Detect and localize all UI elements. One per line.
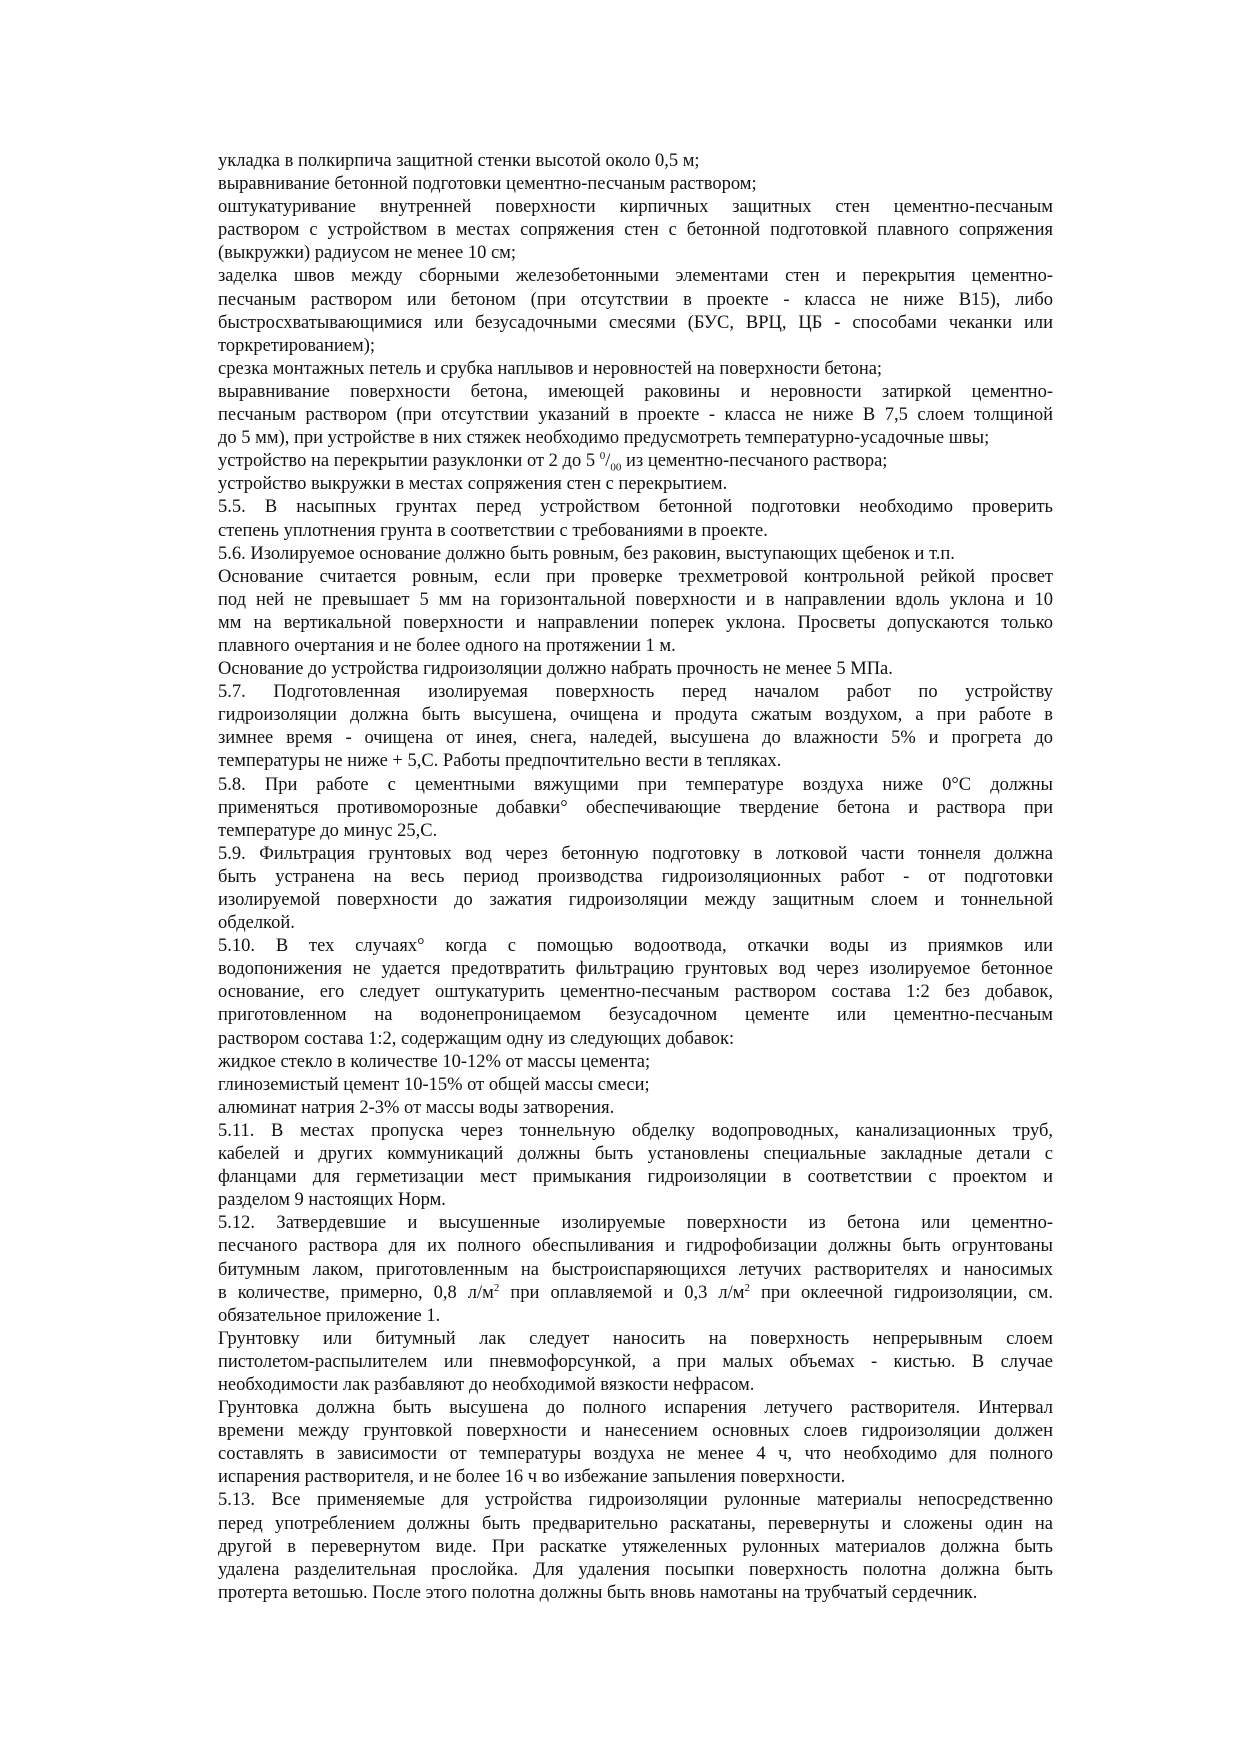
text-line: изолируемой поверхности до зажатия гидроизоляции между защитным слоем и тоннельной bbox=[218, 890, 1053, 910]
text-line: глиноземистый цемент 10-15% от общей массы смеси; bbox=[218, 1074, 650, 1095]
superscript: 2 bbox=[493, 1281, 500, 1294]
paragraph bbox=[187, 196, 1053, 265]
text-line: применяться противоморозные добавки° обеспечивающие твердение бетона и раствора при bbox=[218, 797, 1053, 818]
text-line: протерта ветошью. После этого полотна должны быть вновь намотаны на трубчатый сердечник. bbox=[218, 1582, 978, 1603]
paragraph bbox=[187, 566, 1053, 658]
paragraph bbox=[187, 843, 1053, 935]
paragraph bbox=[187, 358, 1053, 381]
text-line: заделка швов между сборными железобетонными элементами стен и перекрытия цементно- bbox=[218, 266, 1053, 287]
text-line: плавного очертания и не более одного на протяжении 1 м. bbox=[218, 635, 676, 656]
text-line: Грунтовку или битумный лак следует наносить на поверхность непрерывным слоем bbox=[218, 1328, 1053, 1349]
text-line: фланцами для герметизации мест примыкания гидроизоляции в соответствии с проектом и bbox=[218, 1167, 1053, 1188]
text-line: степень уплотнения грунта в соответствии с требованиями в проекте. bbox=[218, 520, 768, 541]
paragraph bbox=[187, 473, 1053, 496]
text-line: быстросхватывающимися или безусадочными смесями (БУС, ВРЦ, ЦБ - способами чеканки или bbox=[218, 312, 1053, 333]
text-line bbox=[187, 1282, 1053, 1305]
subscript: 00 bbox=[610, 461, 622, 474]
text-fragment: из цементно-песчаного раствора; bbox=[621, 451, 888, 472]
paragraph bbox=[187, 935, 1053, 1050]
text-line: оштукатуривание внутренней поверхности кирпичных защитных стен цементно-песчаным bbox=[218, 197, 1053, 218]
text-line: (выкружки) радиусом не менее 10 см; bbox=[218, 243, 517, 264]
text-line bbox=[187, 450, 1053, 473]
text-fragment: устройство на перекрытии разуклонки от 2 до 5 bbox=[218, 451, 600, 472]
text-line: битумным лаком, приготовленным на быстроиспаряющихся летучих растворителях и наносимых bbox=[218, 1259, 1053, 1280]
text-line: 5.10. В тех случаях° когда с помощью водоотвода, откачки воды из приямков или bbox=[218, 936, 1053, 957]
paragraph bbox=[187, 1328, 1053, 1397]
text-line: времени между грунтовкой поверхности и нанесением основных слоев гидроизоляции должен bbox=[218, 1421, 1053, 1442]
text-line: приготовленном на водонепроницаемом безусадочном цементе или цементно-песчаным bbox=[218, 1005, 1053, 1026]
text-line: раствором состава 1:2, содержащим одну из следующих добавок: bbox=[218, 1028, 735, 1049]
text-line: раствором с устройством в местах сопряжения стен с бетонной подготовкой плавного сопряжения bbox=[218, 220, 1053, 241]
text-line: разделом 9 настоящих Норм. bbox=[218, 1190, 446, 1211]
paragraph bbox=[187, 1097, 1053, 1120]
paragraph bbox=[187, 1120, 1053, 1212]
text-line: выравнивание бетонной подготовки цементно-песчаным раствором; bbox=[218, 174, 757, 195]
superscript: 0 bbox=[599, 450, 606, 463]
text-line: песчаным раствором (при отсутствии указаний в проекте - класса не ниже В 7,5 слоем толщиной bbox=[218, 405, 1053, 426]
text-line: пистолетом-распылителем или пневмофорсункой, а при малых объемах - кистью. В случае bbox=[218, 1351, 1053, 1372]
text-line: Основание до устройства гидроизоляции должно набрать прочность не менее 5 МПа. bbox=[218, 659, 893, 680]
text-line: испарения растворителя, и не более 16 ч во избежание запыления поверхности. bbox=[218, 1467, 846, 1488]
text-line: необходимости лак разбавляют до необходимой вязкости нефрасом. bbox=[218, 1374, 755, 1395]
text-line: зимнее время - очищена от инея, снега, наледей, высушена до влажности 5% и прогрета до bbox=[218, 728, 1053, 749]
paragraph bbox=[187, 496, 1053, 542]
paragraph bbox=[187, 681, 1053, 773]
text-line: укладка в полкирпича защитной стенки высотой около 0,5 м; bbox=[218, 151, 700, 171]
paragraph bbox=[187, 543, 1053, 566]
text-line: 5.8. При работе с цементными вяжущими при температуре воздуха ниже 0°С должны bbox=[218, 774, 1053, 795]
paragraph bbox=[187, 150, 1053, 173]
text-line: температуре до минус 25,С. bbox=[218, 820, 438, 841]
text-line: песчаного раствора для их полного обеспыливания и гидрофобизации должны быть огрунтованы bbox=[218, 1236, 1053, 1257]
paragraph bbox=[187, 1397, 1053, 1489]
text-line: жидкое стекло в количестве 10-12% от массы цемента; bbox=[218, 1051, 651, 1072]
text-line: алюминат натрия 2-3% от массы воды затворения. bbox=[218, 1097, 615, 1118]
text-fragment: в количестве, примерно, 0,8 л/м bbox=[218, 1282, 494, 1303]
text-line: кабелей и других коммуникаций должны быть установлены специальные закладные детали с bbox=[218, 1144, 1053, 1165]
text-line: температуры не ниже + 5,С. Работы предпочтительно вести в тепляках. bbox=[218, 751, 782, 772]
text-line: 5.7. Подготовленная изолируемая поверхность перед началом работ по устройству bbox=[218, 682, 1053, 703]
text-line: 5.6. Изолируемое основание должно быть ровным, без раковин, выступающих щебенок и т.п. bbox=[218, 543, 955, 564]
text-line: под ней не превышает 5 мм на горизонтальной поверхности и в направлении вдоль уклона и 10 bbox=[218, 589, 1053, 610]
text-line: обязательное приложение 1. bbox=[218, 1305, 441, 1326]
document-page bbox=[187, 150, 1053, 1605]
paragraph bbox=[187, 774, 1053, 843]
text-line: срезка монтажных петель и срубка наплывов и неровностей на поверхности бетона; bbox=[218, 358, 883, 379]
paragraph bbox=[187, 381, 1053, 450]
text-line: другой в перевернутом виде. При раскатке утяжеленных рулонных материалов должна быть bbox=[218, 1536, 1053, 1557]
paragraph bbox=[187, 450, 1053, 473]
text-line: 5.5. В насыпных грунтах перед устройством бетонной подготовки необходимо проверить bbox=[218, 497, 1053, 518]
text-line: мм на вертикальной поверхности и направлении поперек уклона. Просветы допускаются только bbox=[218, 612, 1053, 633]
text-fragment: / bbox=[605, 451, 611, 472]
paragraph bbox=[187, 658, 1053, 681]
text-line: составлять в зависимости от температуры воздуха не менее 4 ч, что необходимо для полного bbox=[218, 1444, 1053, 1465]
text-line: быть устранена на весь период производства гидроизоляционных работ - от подготовки bbox=[218, 866, 1053, 887]
text-line: песчаным раствором или бетоном (при отсутствии в проекте - класса не ниже В15), либо bbox=[218, 289, 1053, 310]
text-line: выравнивание поверхности бетона, имеющей раковины и неровности затиркой цементно- bbox=[218, 381, 1053, 402]
superscript: 2 bbox=[744, 1281, 750, 1294]
paragraph bbox=[187, 1212, 1053, 1327]
text-line: обделкой. bbox=[218, 913, 295, 934]
text-line: удалена разделительная прослойка. Для удаления посыпки поверхность полотна должна быть bbox=[218, 1559, 1053, 1580]
text-line: Грунтовка должна быть высушена до полного испарения летучего растворителя. Интервал bbox=[218, 1398, 1053, 1419]
text-line: 5.13. Все применяемые для устройства гидроизоляции рулонные материалы непосредственно bbox=[218, 1490, 1053, 1511]
paragraph bbox=[187, 1051, 1053, 1074]
text-line: 5.9. Фильтрация грунтовых вод через бетонную подготовку в лотковой части тоннеля должна bbox=[218, 843, 1053, 864]
text-line: до 5 мм), при устройстве в них стяжек необходимо предусмотреть температурно-усадочные швы; bbox=[218, 428, 990, 449]
text-line: торкретированием); bbox=[218, 335, 375, 356]
text-line: основание, его следует оштукатурить цементно-песчаным раствором состава 1:2 без добавок, bbox=[218, 982, 1053, 1003]
text-line: гидроизоляции должна быть высушена, очищена и продута сжатым воздухом, а при работе в bbox=[218, 705, 1053, 726]
paragraph bbox=[187, 1074, 1053, 1097]
text-fragment: при оклеечной гидроизоляции, см. bbox=[749, 1282, 1053, 1303]
paragraph bbox=[187, 173, 1053, 196]
text-line: водопонижения не удается предотвратить фильтрацию грунтовых вод через изолируемое бетонное bbox=[218, 959, 1053, 980]
text-line: устройство выкружки в местах сопряжения стен с перекрытием. bbox=[218, 474, 728, 495]
text-line: Основание считается ровным, если при проверке трехметровой контрольной рейкой просвет bbox=[218, 566, 1053, 587]
text-line: перед употреблением должны быть предварительно раскатаны, перевернуты и сложены один на bbox=[218, 1513, 1053, 1534]
text-line: 5.12. Затвердевшие и высушенные изолируемые поверхности из бетона или цементно- bbox=[218, 1213, 1053, 1234]
text-fragment: при оплавляемой и 0,3 л/м bbox=[499, 1282, 745, 1303]
text-line: 5.11. В местах пропуска через тоннельную обделку водопроводных, канализационных труб, bbox=[218, 1120, 1053, 1141]
paragraph bbox=[187, 265, 1053, 357]
paragraph bbox=[187, 1489, 1053, 1604]
